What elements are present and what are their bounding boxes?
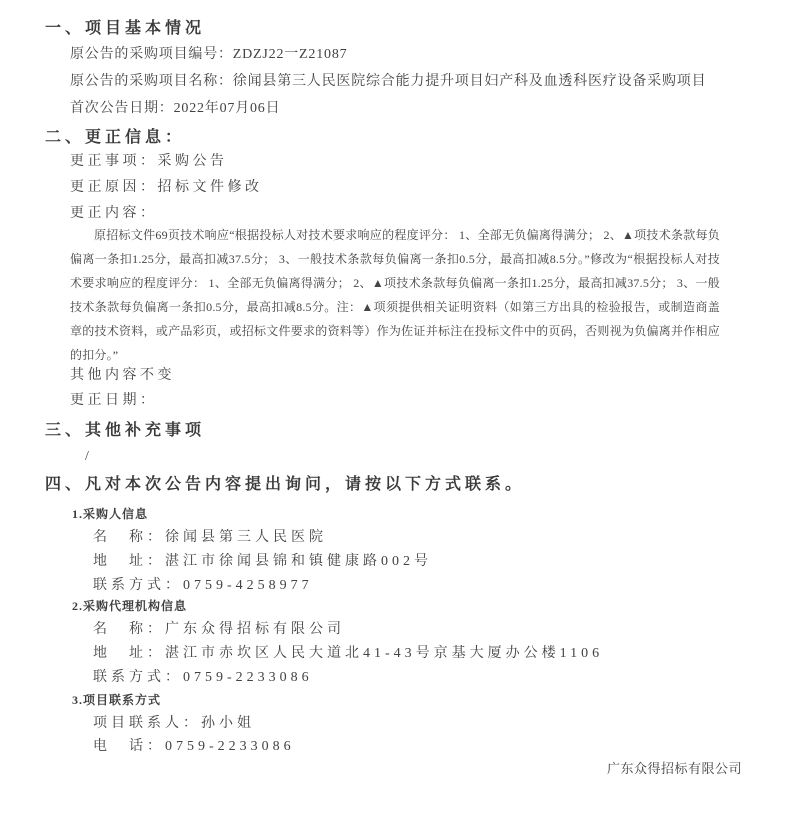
agency-info-heading: 2.采购代理机构信息 xyxy=(72,599,188,613)
other-content-line: 其他内容不变 xyxy=(70,368,175,383)
buyer-info-heading: 1.采购人信息 xyxy=(72,507,149,521)
project-contact-heading: 3.项目联系方式 xyxy=(72,693,162,707)
section-3-title: 三、其他补充事项 xyxy=(45,422,206,439)
correction-reason-line: 更正原因：招标文件修改 xyxy=(70,180,263,195)
buyer-address-line: 地 址：湛江市徐闻县锦和镇健康路002号 xyxy=(93,554,432,569)
project-number-line: 原公告的采购项目编号：ZDZJ22一Z21087 xyxy=(70,47,348,62)
section-1-title: 一、项目基本情况 xyxy=(45,20,206,37)
supplement-content: / xyxy=(85,449,89,464)
agency-contact-line: 联系方式：0759-2233086 xyxy=(93,670,313,685)
section-2-title: 二、更正信息： xyxy=(45,129,186,146)
correction-date-line: 更正日期： xyxy=(70,393,158,408)
project-phone-line: 电 话：0759-2233086 xyxy=(93,739,295,754)
project-name-line: 原公告的采购项目名称：徐闻县第三人民医院综合能力提升项目妇产科及血透科医疗设备采购项目 xyxy=(70,74,707,89)
project-contact-person-line: 项目联系人：孙小姐 xyxy=(93,716,255,731)
footer-company-name: 广东众得招标有限公司 xyxy=(606,761,742,776)
agency-address-line: 地 址：湛江市赤坎区人民大道北41-43号京基大厦办公楼1106 xyxy=(93,646,604,661)
correction-content-paragraph: 原招标文件69页技术响应“根据投标人对技术要求响应的程度评分： 1、全部无负偏离得满分； 2、▲项技术条款每负偏离一条扣1.25分，最高扣减37.5分； 3、一般技术条款每负偏离一条扣0.5分，最高扣减8.5分。”修改为“根据投标人对技术要求响应的程度评分： 1、全部无负偏离得满分； 2、▲项技术条款每负偏离一条扣1.25分，最高扣减37.5分； 3、一般技术条款每负偏离一条扣0.5分，最高扣减8.5分。注：▲项须提供相关证明资料（如第三方出具的检验报告，或制造商盖章的技术资料，或产品彩页，或招标文件要求的资料等）作为佐证并标注在投标文件中的页码，否则视为负偏离并作相应的扣分。” xyxy=(70,228,720,362)
first-announce-date-line: 首次公告日期：2022年07月06日 xyxy=(70,101,281,116)
buyer-contact-line: 联系方式：0759-4258977 xyxy=(93,578,313,593)
agency-name-line: 名 称：广东众得招标有限公司 xyxy=(93,622,345,637)
correction-content-label: 更正内容： xyxy=(70,206,158,221)
section-4-title: 四、凡对本次公告内容提出询问，请按以下方式联系。 xyxy=(45,476,526,493)
buyer-name-line: 名 称：徐闻县第三人民医院 xyxy=(93,530,327,545)
correction-item-line: 更正事项：采购公告 xyxy=(70,154,228,169)
